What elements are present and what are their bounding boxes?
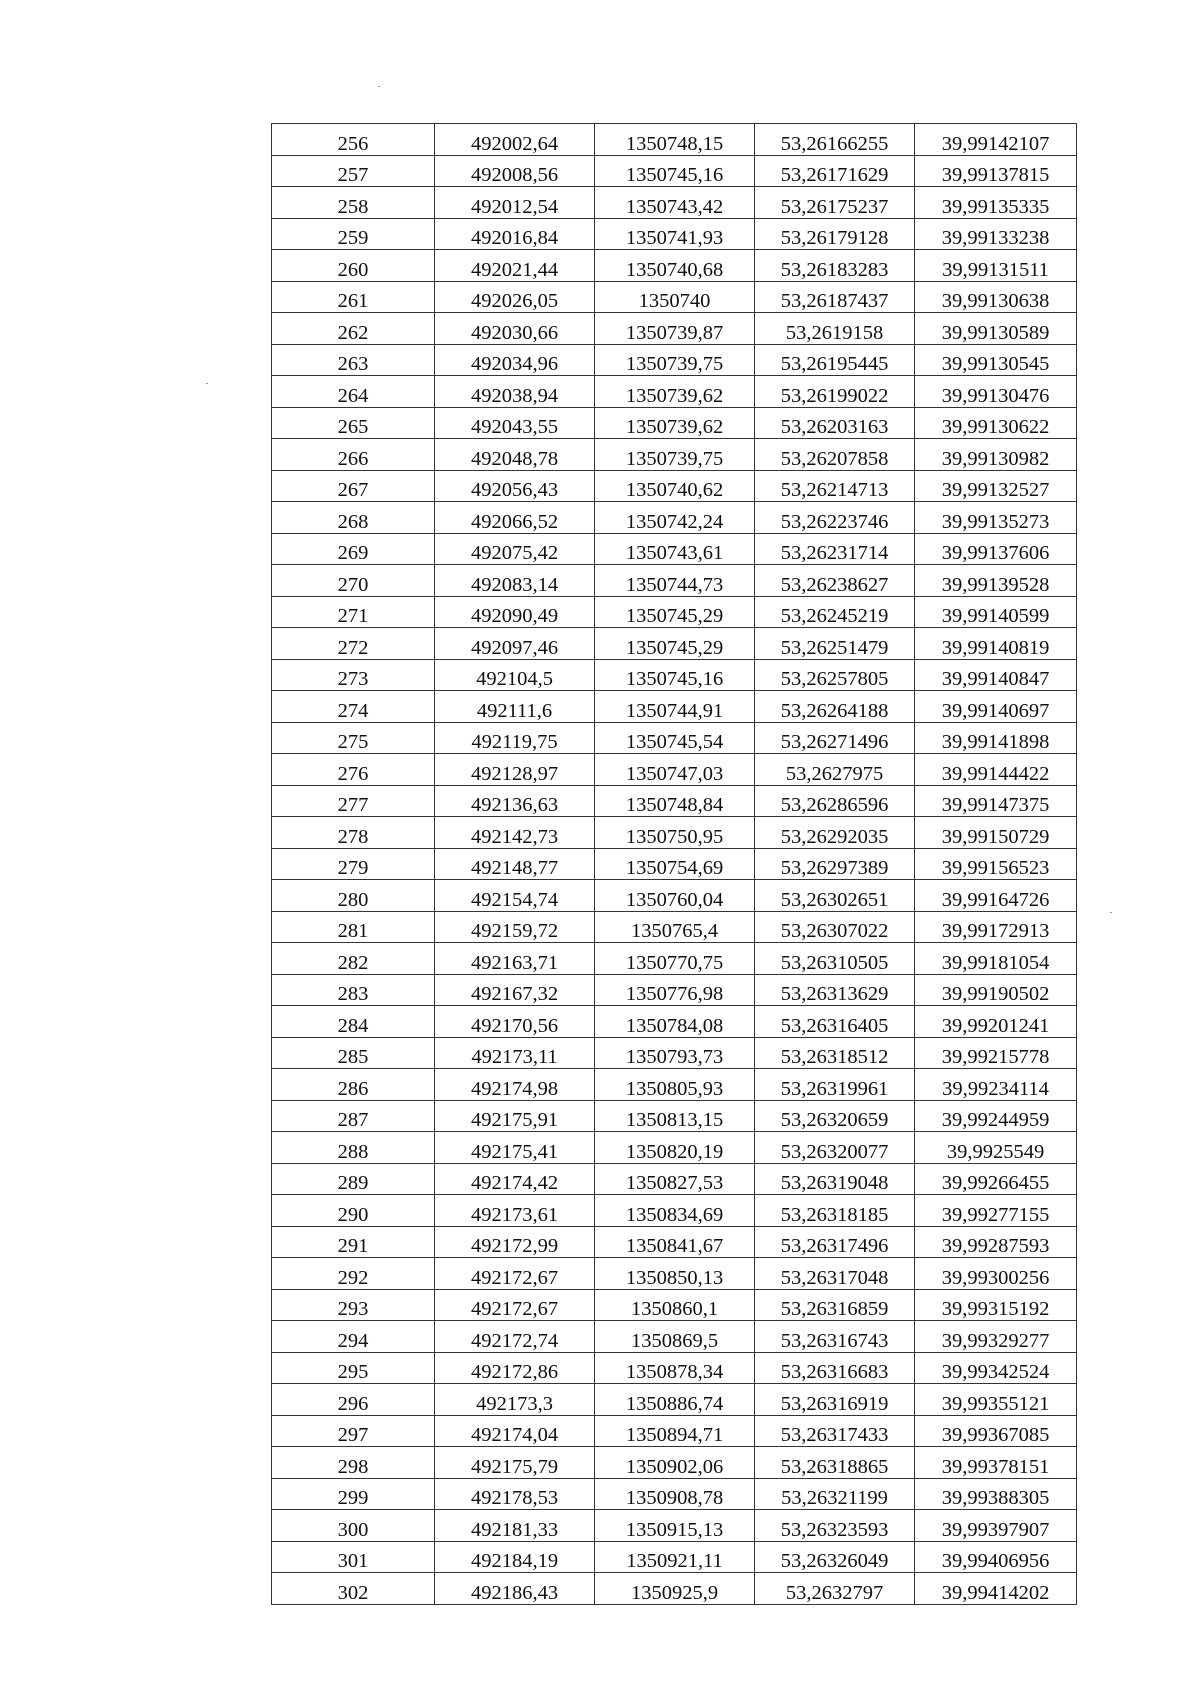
- table-row: [272, 1289, 1077, 1321]
- table-row: [272, 1573, 1077, 1605]
- longitude-cell: 39,99131511: [915, 250, 1077, 282]
- longitude-cell: 39,99406956: [915, 1541, 1077, 1573]
- point-number-cell: 266: [272, 439, 435, 471]
- point-number-cell: 284: [272, 1006, 435, 1038]
- y-coordinate-cell: 1350739,62: [595, 376, 755, 408]
- table-row: [272, 1447, 1077, 1479]
- y-coordinate-cell: 1350925,9: [595, 1573, 755, 1605]
- x-coordinate-cell: 492048,78: [435, 439, 595, 471]
- x-coordinate-cell: 492066,52: [435, 502, 595, 534]
- point-number-cell: 298: [272, 1447, 435, 1479]
- latitude-cell: 53,26316919: [755, 1384, 915, 1416]
- latitude-cell: 53,26323593: [755, 1510, 915, 1542]
- longitude-cell: 39,99244959: [915, 1100, 1077, 1132]
- table-row: [272, 880, 1077, 912]
- latitude-cell: 53,26245219: [755, 596, 915, 628]
- longitude-cell: 39,99172913: [915, 911, 1077, 943]
- table-row: [272, 1069, 1077, 1101]
- longitude-cell: 39,99378151: [915, 1447, 1077, 1479]
- point-number-cell: 283: [272, 974, 435, 1006]
- point-number-cell: 279: [272, 848, 435, 880]
- point-number-cell: 287: [272, 1100, 435, 1132]
- latitude-cell: 53,26251479: [755, 628, 915, 660]
- y-coordinate-cell: 1350748,15: [595, 124, 755, 156]
- longitude-cell: 39,99144422: [915, 754, 1077, 786]
- y-coordinate-cell: 1350748,84: [595, 785, 755, 817]
- longitude-cell: 39,99397907: [915, 1510, 1077, 1542]
- point-number-cell: 277: [272, 785, 435, 817]
- table-row: [272, 1415, 1077, 1447]
- table-row: [272, 1226, 1077, 1258]
- table-row: [272, 565, 1077, 597]
- latitude-cell: 53,26223746: [755, 502, 915, 534]
- y-coordinate-cell: 1350743,42: [595, 187, 755, 219]
- table-row: [272, 817, 1077, 849]
- point-number-cell: 299: [272, 1478, 435, 1510]
- table-row: [272, 754, 1077, 786]
- y-coordinate-cell: 1350745,54: [595, 722, 755, 754]
- point-number-cell: 262: [272, 313, 435, 345]
- y-coordinate-cell: 1350813,15: [595, 1100, 755, 1132]
- point-number-cell: 267: [272, 470, 435, 502]
- x-coordinate-cell: 492184,19: [435, 1541, 595, 1573]
- latitude-cell: 53,26326049: [755, 1541, 915, 1573]
- longitude-cell: 39,99141898: [915, 722, 1077, 754]
- latitude-cell: 53,26195445: [755, 344, 915, 376]
- latitude-cell: 53,26317048: [755, 1258, 915, 1290]
- x-coordinate-cell: 492026,05: [435, 281, 595, 313]
- point-number-cell: 275: [272, 722, 435, 754]
- x-coordinate-cell: 492172,67: [435, 1289, 595, 1321]
- latitude-cell: 53,26171629: [755, 155, 915, 187]
- y-coordinate-cell: 1350915,13: [595, 1510, 755, 1542]
- latitude-cell: 53,26320077: [755, 1132, 915, 1164]
- longitude-cell: 39,99137606: [915, 533, 1077, 565]
- longitude-cell: 39,9925549: [915, 1132, 1077, 1164]
- x-coordinate-cell: 492172,74: [435, 1321, 595, 1353]
- y-coordinate-cell: 1350878,34: [595, 1352, 755, 1384]
- point-number-cell: 281: [272, 911, 435, 943]
- table-row: [272, 218, 1077, 250]
- x-coordinate-cell: 492186,43: [435, 1573, 595, 1605]
- table-row: [272, 250, 1077, 282]
- point-number-cell: 289: [272, 1163, 435, 1195]
- table-row: [272, 1195, 1077, 1227]
- table-row: [272, 470, 1077, 502]
- longitude-cell: 39,99130589: [915, 313, 1077, 345]
- point-number-cell: 271: [272, 596, 435, 628]
- latitude-cell: 53,26175237: [755, 187, 915, 219]
- y-coordinate-cell: 1350869,5: [595, 1321, 755, 1353]
- latitude-cell: 53,26199022: [755, 376, 915, 408]
- x-coordinate-cell: 492174,04: [435, 1415, 595, 1447]
- y-coordinate-cell: 1350742,24: [595, 502, 755, 534]
- y-coordinate-cell: 1350743,61: [595, 533, 755, 565]
- point-number-cell: 282: [272, 943, 435, 975]
- latitude-cell: 53,26231714: [755, 533, 915, 565]
- x-coordinate-cell: 492175,79: [435, 1447, 595, 1479]
- y-coordinate-cell: 1350745,29: [595, 596, 755, 628]
- x-coordinate-cell: 492173,11: [435, 1037, 595, 1069]
- y-coordinate-cell: 1350886,74: [595, 1384, 755, 1416]
- x-coordinate-cell: 492012,54: [435, 187, 595, 219]
- table-row: [272, 974, 1077, 1006]
- point-number-cell: 276: [272, 754, 435, 786]
- y-coordinate-cell: 1350827,53: [595, 1163, 755, 1195]
- latitude-cell: 53,26203163: [755, 407, 915, 439]
- table-row: [272, 1006, 1077, 1038]
- table-row: [272, 628, 1077, 660]
- x-coordinate-cell: 492128,97: [435, 754, 595, 786]
- table-row: [272, 691, 1077, 723]
- latitude-cell: 53,26166255: [755, 124, 915, 156]
- coordinates-table-body: [272, 124, 1077, 1605]
- table-row: [272, 376, 1077, 408]
- x-coordinate-cell: 492002,64: [435, 124, 595, 156]
- y-coordinate-cell: 1350740,68: [595, 250, 755, 282]
- point-number-cell: 302: [272, 1573, 435, 1605]
- table-row: [272, 155, 1077, 187]
- table-row: [272, 1132, 1077, 1164]
- x-coordinate-cell: 492090,49: [435, 596, 595, 628]
- latitude-cell: 53,26317496: [755, 1226, 915, 1258]
- latitude-cell: 53,26179128: [755, 218, 915, 250]
- x-coordinate-cell: 492104,5: [435, 659, 595, 691]
- point-number-cell: 294: [272, 1321, 435, 1353]
- latitude-cell: 53,26183283: [755, 250, 915, 282]
- point-number-cell: 274: [272, 691, 435, 723]
- x-coordinate-cell: 492075,42: [435, 533, 595, 565]
- latitude-cell: 53,26264188: [755, 691, 915, 723]
- table-row: [272, 344, 1077, 376]
- latitude-cell: 53,2627975: [755, 754, 915, 786]
- point-number-cell: 265: [272, 407, 435, 439]
- longitude-cell: 39,99135273: [915, 502, 1077, 534]
- longitude-cell: 39,99234114: [915, 1069, 1077, 1101]
- y-coordinate-cell: 1350860,1: [595, 1289, 755, 1321]
- y-coordinate-cell: 1350765,4: [595, 911, 755, 943]
- longitude-cell: 39,99140847: [915, 659, 1077, 691]
- point-number-cell: 259: [272, 218, 435, 250]
- point-number-cell: 293: [272, 1289, 435, 1321]
- longitude-cell: 39,99315192: [915, 1289, 1077, 1321]
- table-row: [272, 439, 1077, 471]
- longitude-cell: 39,99190502: [915, 974, 1077, 1006]
- longitude-cell: 39,99201241: [915, 1006, 1077, 1038]
- x-coordinate-cell: 492174,98: [435, 1069, 595, 1101]
- longitude-cell: 39,99300256: [915, 1258, 1077, 1290]
- y-coordinate-cell: 1350739,75: [595, 439, 755, 471]
- x-coordinate-cell: 492170,56: [435, 1006, 595, 1038]
- latitude-cell: 53,26317433: [755, 1415, 915, 1447]
- x-coordinate-cell: 492167,32: [435, 974, 595, 1006]
- longitude-cell: 39,99147375: [915, 785, 1077, 817]
- x-coordinate-cell: 492097,46: [435, 628, 595, 660]
- point-number-cell: 268: [272, 502, 435, 534]
- longitude-cell: 39,99130622: [915, 407, 1077, 439]
- table-row: [272, 281, 1077, 313]
- y-coordinate-cell: 1350820,19: [595, 1132, 755, 1164]
- longitude-cell: 39,99137815: [915, 155, 1077, 187]
- table-row: [272, 659, 1077, 691]
- longitude-cell: 39,99277155: [915, 1195, 1077, 1227]
- longitude-cell: 39,99142107: [915, 124, 1077, 156]
- latitude-cell: 53,26292035: [755, 817, 915, 849]
- point-number-cell: 261: [272, 281, 435, 313]
- y-coordinate-cell: 1350776,98: [595, 974, 755, 1006]
- longitude-cell: 39,99132527: [915, 470, 1077, 502]
- point-number-cell: 272: [272, 628, 435, 660]
- latitude-cell: 53,26316683: [755, 1352, 915, 1384]
- y-coordinate-cell: 1350744,91: [595, 691, 755, 723]
- x-coordinate-cell: 492148,77: [435, 848, 595, 880]
- longitude-cell: 39,99266455: [915, 1163, 1077, 1195]
- latitude-cell: 53,26318185: [755, 1195, 915, 1227]
- longitude-cell: 39,99367085: [915, 1415, 1077, 1447]
- table-row: [272, 407, 1077, 439]
- longitude-cell: 39,99135335: [915, 187, 1077, 219]
- longitude-cell: 39,99133238: [915, 218, 1077, 250]
- y-coordinate-cell: 1350747,03: [595, 754, 755, 786]
- y-coordinate-cell: 1350745,29: [595, 628, 755, 660]
- point-number-cell: 260: [272, 250, 435, 282]
- table-row: [272, 1100, 1077, 1132]
- x-coordinate-cell: 492175,41: [435, 1132, 595, 1164]
- longitude-cell: 39,99388305: [915, 1478, 1077, 1510]
- x-coordinate-cell: 492172,67: [435, 1258, 595, 1290]
- x-coordinate-cell: 492136,63: [435, 785, 595, 817]
- latitude-cell: 53,26321199: [755, 1478, 915, 1510]
- latitude-cell: 53,26286596: [755, 785, 915, 817]
- y-coordinate-cell: 1350850,13: [595, 1258, 755, 1290]
- coordinates-table: [271, 123, 1077, 1605]
- table-row: [272, 124, 1077, 156]
- y-coordinate-cell: 1350793,73: [595, 1037, 755, 1069]
- table-row: [272, 785, 1077, 817]
- table-row: [272, 848, 1077, 880]
- longitude-cell: 39,99139528: [915, 565, 1077, 597]
- latitude-cell: 53,26319048: [755, 1163, 915, 1195]
- longitude-cell: 39,99329277: [915, 1321, 1077, 1353]
- table-row: [272, 1352, 1077, 1384]
- latitude-cell: 53,26297389: [755, 848, 915, 880]
- y-coordinate-cell: 1350739,75: [595, 344, 755, 376]
- y-coordinate-cell: 1350744,73: [595, 565, 755, 597]
- y-coordinate-cell: 1350754,69: [595, 848, 755, 880]
- y-coordinate-cell: 1350739,87: [595, 313, 755, 345]
- y-coordinate-cell: 1350770,75: [595, 943, 755, 975]
- x-coordinate-cell: 492008,56: [435, 155, 595, 187]
- latitude-cell: 53,26319961: [755, 1069, 915, 1101]
- point-number-cell: 290: [272, 1195, 435, 1227]
- latitude-cell: 53,26316743: [755, 1321, 915, 1353]
- table-row: [272, 1037, 1077, 1069]
- longitude-cell: 39,99140819: [915, 628, 1077, 660]
- x-coordinate-cell: 492043,55: [435, 407, 595, 439]
- latitude-cell: 53,26271496: [755, 722, 915, 754]
- x-coordinate-cell: 492175,91: [435, 1100, 595, 1132]
- point-number-cell: 269: [272, 533, 435, 565]
- table-row: [272, 1510, 1077, 1542]
- y-coordinate-cell: 1350760,04: [595, 880, 755, 912]
- table-row: [272, 1384, 1077, 1416]
- scan-speck: [378, 86, 380, 87]
- point-number-cell: 280: [272, 880, 435, 912]
- longitude-cell: 39,99181054: [915, 943, 1077, 975]
- x-coordinate-cell: 492083,14: [435, 565, 595, 597]
- table-row: [272, 502, 1077, 534]
- point-number-cell: 273: [272, 659, 435, 691]
- longitude-cell: 39,99215778: [915, 1037, 1077, 1069]
- latitude-cell: 53,26320659: [755, 1100, 915, 1132]
- point-number-cell: 286: [272, 1069, 435, 1101]
- latitude-cell: 53,26313629: [755, 974, 915, 1006]
- x-coordinate-cell: 492173,3: [435, 1384, 595, 1416]
- x-coordinate-cell: 492038,94: [435, 376, 595, 408]
- latitude-cell: 53,26316859: [755, 1289, 915, 1321]
- x-coordinate-cell: 492142,73: [435, 817, 595, 849]
- x-coordinate-cell: 492030,66: [435, 313, 595, 345]
- point-number-cell: 296: [272, 1384, 435, 1416]
- latitude-cell: 53,26238627: [755, 565, 915, 597]
- point-number-cell: 263: [272, 344, 435, 376]
- point-number-cell: 295: [272, 1352, 435, 1384]
- x-coordinate-cell: 492172,99: [435, 1226, 595, 1258]
- point-number-cell: 256: [272, 124, 435, 156]
- table-row: [272, 313, 1077, 345]
- x-coordinate-cell: 492034,96: [435, 344, 595, 376]
- table-row: [272, 1163, 1077, 1195]
- y-coordinate-cell: 1350745,16: [595, 659, 755, 691]
- x-coordinate-cell: 492172,86: [435, 1352, 595, 1384]
- longitude-cell: 39,99140599: [915, 596, 1077, 628]
- latitude-cell: 53,26318512: [755, 1037, 915, 1069]
- point-number-cell: 278: [272, 817, 435, 849]
- scan-speck: [206, 383, 208, 384]
- longitude-cell: 39,99130545: [915, 344, 1077, 376]
- longitude-cell: 39,99150729: [915, 817, 1077, 849]
- point-number-cell: 292: [272, 1258, 435, 1290]
- latitude-cell: 53,26318865: [755, 1447, 915, 1479]
- x-coordinate-cell: 492173,61: [435, 1195, 595, 1227]
- longitude-cell: 39,99140697: [915, 691, 1077, 723]
- x-coordinate-cell: 492181,33: [435, 1510, 595, 1542]
- latitude-cell: 53,26310505: [755, 943, 915, 975]
- x-coordinate-cell: 492056,43: [435, 470, 595, 502]
- point-number-cell: 297: [272, 1415, 435, 1447]
- y-coordinate-cell: 1350921,11: [595, 1541, 755, 1573]
- y-coordinate-cell: 1350750,95: [595, 817, 755, 849]
- x-coordinate-cell: 492154,74: [435, 880, 595, 912]
- y-coordinate-cell: 1350741,93: [595, 218, 755, 250]
- table-row: [272, 1478, 1077, 1510]
- y-coordinate-cell: 1350739,62: [595, 407, 755, 439]
- x-coordinate-cell: 492159,72: [435, 911, 595, 943]
- point-number-cell: 288: [272, 1132, 435, 1164]
- longitude-cell: 39,99355121: [915, 1384, 1077, 1416]
- x-coordinate-cell: 492119,75: [435, 722, 595, 754]
- point-number-cell: 301: [272, 1541, 435, 1573]
- table-row: [272, 1321, 1077, 1353]
- longitude-cell: 39,99156523: [915, 848, 1077, 880]
- x-coordinate-cell: 492163,71: [435, 943, 595, 975]
- table-row: [272, 187, 1077, 219]
- longitude-cell: 39,99342524: [915, 1352, 1077, 1384]
- table-row: [272, 943, 1077, 975]
- longitude-cell: 39,99130638: [915, 281, 1077, 313]
- longitude-cell: 39,99414202: [915, 1573, 1077, 1605]
- longitude-cell: 39,99130982: [915, 439, 1077, 471]
- longitude-cell: 39,99287593: [915, 1226, 1077, 1258]
- latitude-cell: 53,2619158: [755, 313, 915, 345]
- table-row: [272, 1541, 1077, 1573]
- longitude-cell: 39,99164726: [915, 880, 1077, 912]
- x-coordinate-cell: 492021,44: [435, 250, 595, 282]
- table-row: [272, 722, 1077, 754]
- latitude-cell: 53,26316405: [755, 1006, 915, 1038]
- point-number-cell: 285: [272, 1037, 435, 1069]
- y-coordinate-cell: 1350784,08: [595, 1006, 755, 1038]
- point-number-cell: 257: [272, 155, 435, 187]
- point-number-cell: 291: [272, 1226, 435, 1258]
- table-row: [272, 596, 1077, 628]
- y-coordinate-cell: 1350834,69: [595, 1195, 755, 1227]
- table-row: [272, 533, 1077, 565]
- longitude-cell: 39,99130476: [915, 376, 1077, 408]
- latitude-cell: 53,26214713: [755, 470, 915, 502]
- x-coordinate-cell: 492111,6: [435, 691, 595, 723]
- x-coordinate-cell: 492178,53: [435, 1478, 595, 1510]
- latitude-cell: 53,26257805: [755, 659, 915, 691]
- y-coordinate-cell: 1350805,93: [595, 1069, 755, 1101]
- latitude-cell: 53,26187437: [755, 281, 915, 313]
- y-coordinate-cell: 1350908,78: [595, 1478, 755, 1510]
- y-coordinate-cell: 1350745,16: [595, 155, 755, 187]
- y-coordinate-cell: 1350740: [595, 281, 755, 313]
- table-row: [272, 911, 1077, 943]
- latitude-cell: 53,26307022: [755, 911, 915, 943]
- point-number-cell: 258: [272, 187, 435, 219]
- latitude-cell: 53,26302651: [755, 880, 915, 912]
- y-coordinate-cell: 1350902,06: [595, 1447, 755, 1479]
- scan-speck: [1110, 912, 1112, 913]
- x-coordinate-cell: 492174,42: [435, 1163, 595, 1195]
- latitude-cell: 53,2632797: [755, 1573, 915, 1605]
- point-number-cell: 300: [272, 1510, 435, 1542]
- y-coordinate-cell: 1350841,67: [595, 1226, 755, 1258]
- latitude-cell: 53,26207858: [755, 439, 915, 471]
- point-number-cell: 270: [272, 565, 435, 597]
- table-row: [272, 1258, 1077, 1290]
- x-coordinate-cell: 492016,84: [435, 218, 595, 250]
- point-number-cell: 264: [272, 376, 435, 408]
- y-coordinate-cell: 1350740,62: [595, 470, 755, 502]
- y-coordinate-cell: 1350894,71: [595, 1415, 755, 1447]
